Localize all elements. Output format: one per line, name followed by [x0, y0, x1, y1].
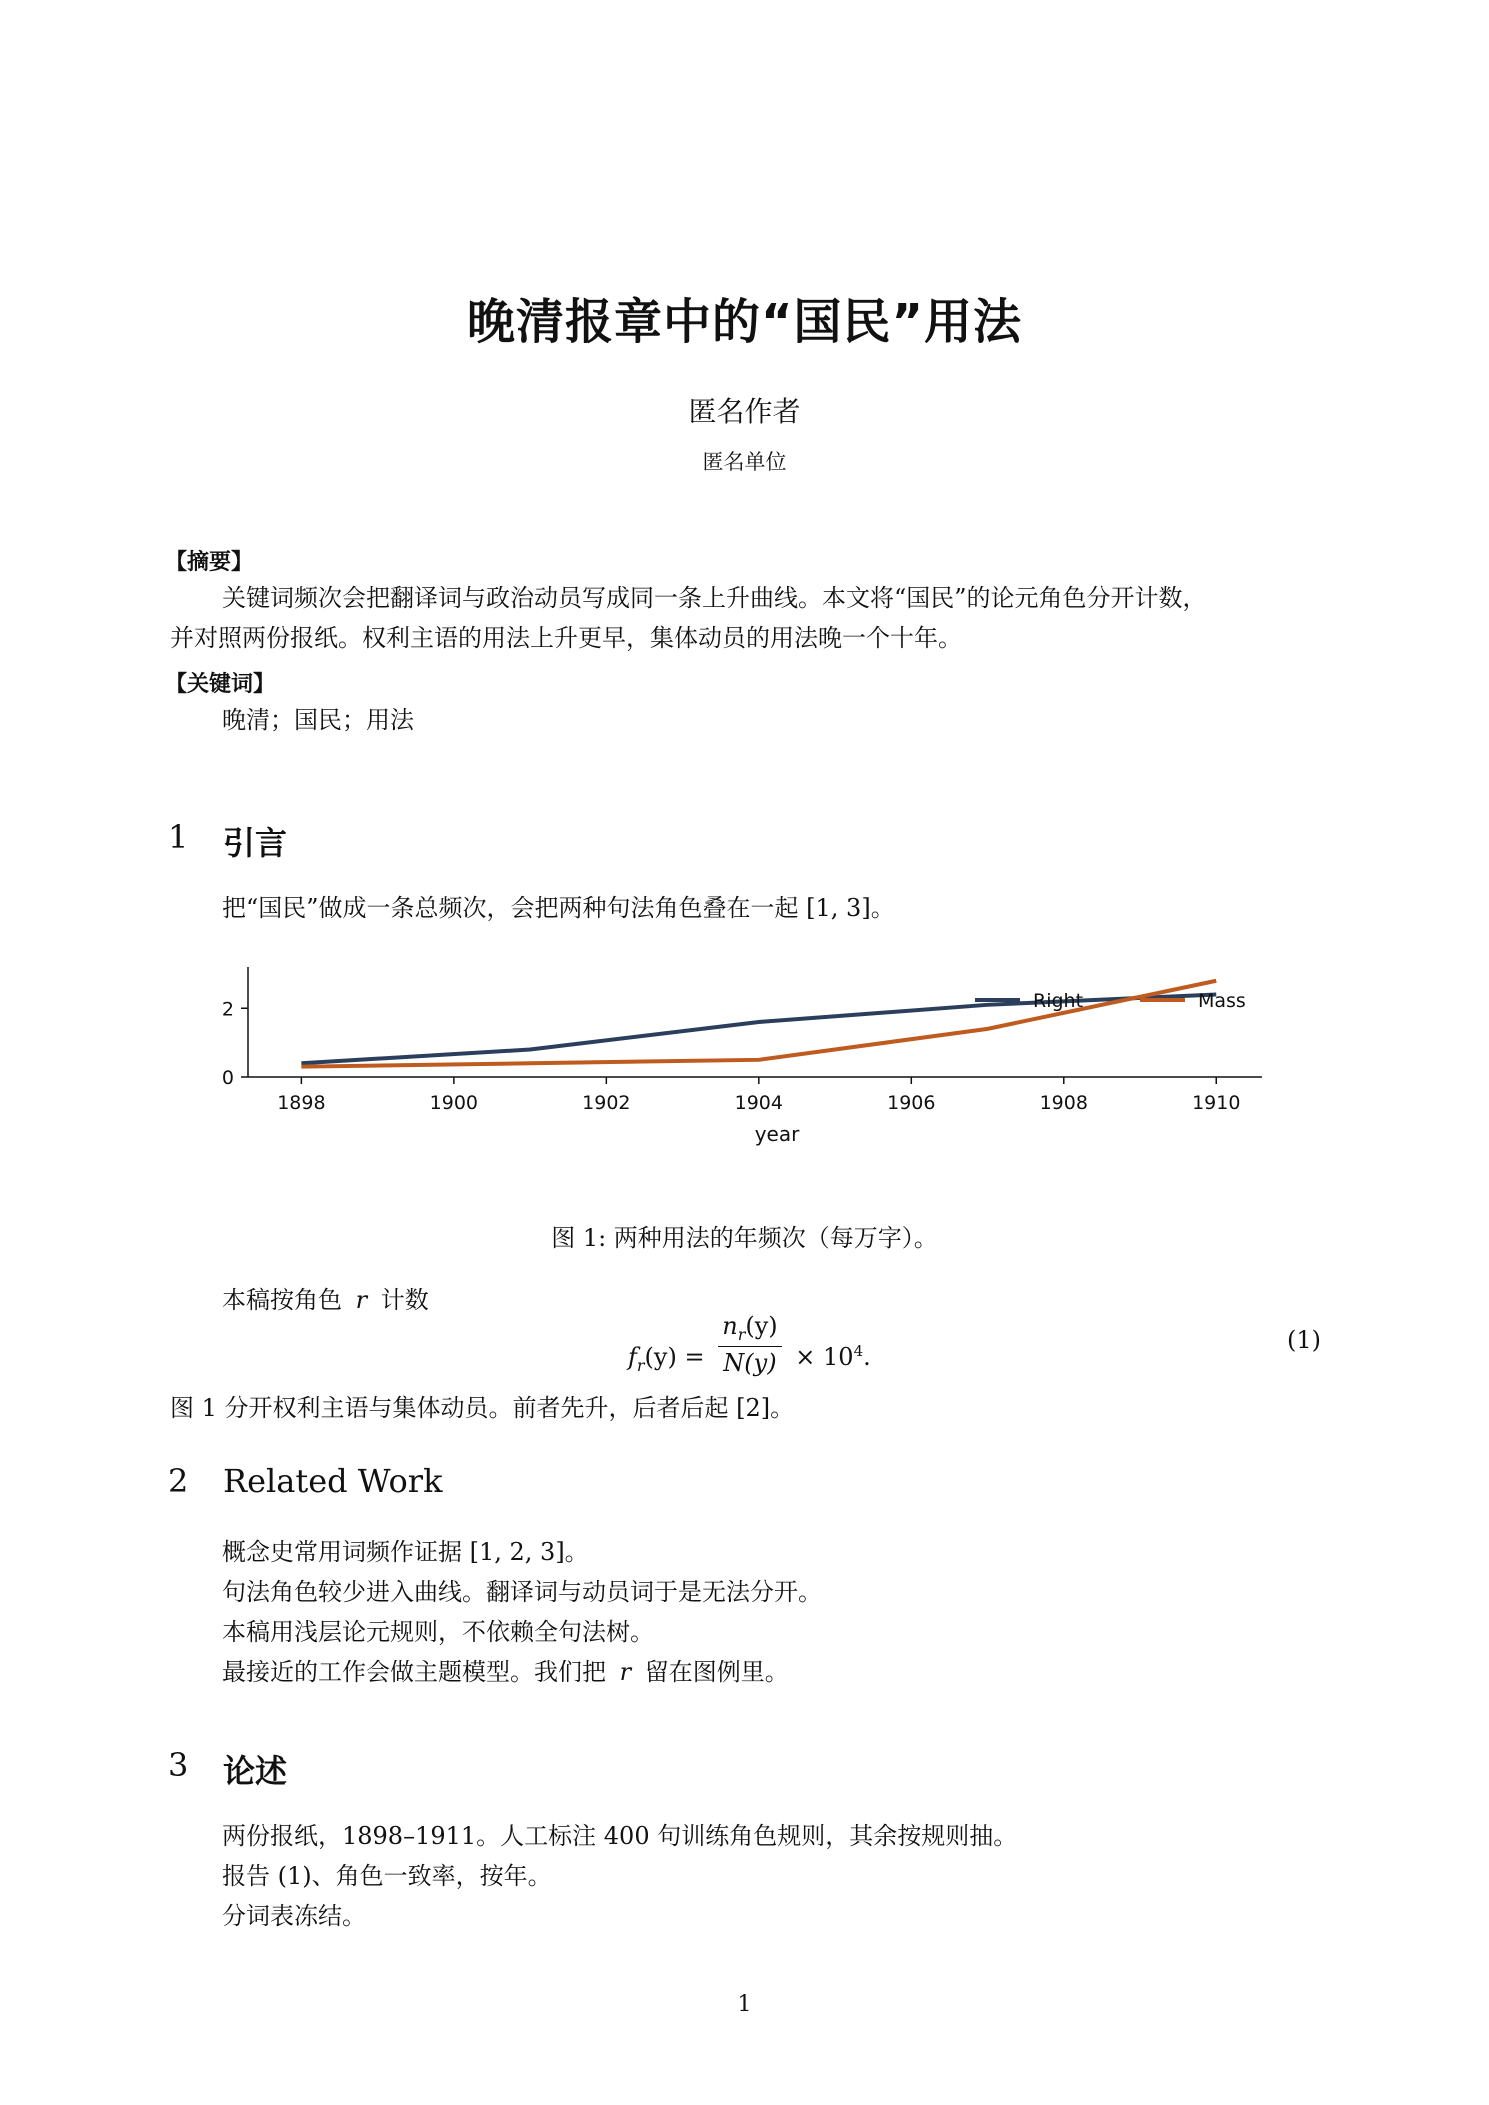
x-tick-label: 1910	[1192, 1092, 1241, 1114]
x-tick-label: 1898	[277, 1092, 326, 1114]
related-line-4-prefix: 最接近的工作会做主题模型。我们把	[222, 1658, 606, 1686]
paper-title: 晚清报章中的“国民”用法	[466, 294, 1023, 350]
legend-label-right: Right	[1033, 990, 1084, 1012]
page-number: 1	[737, 1992, 752, 2017]
x-tick-label: 1906	[887, 1092, 936, 1114]
section-title: 引言	[223, 824, 288, 862]
equation-body	[628, 1312, 871, 1377]
x-tick-label: 1902	[582, 1092, 631, 1114]
section-title: Related Work	[223, 1462, 443, 1500]
section-number: 2	[168, 1462, 189, 1500]
eq-multiplier: × $10^4$.	[795, 1341, 871, 1371]
role-variable: r	[355, 1286, 368, 1314]
eq-sub: r	[636, 1355, 645, 1375]
method-line-3: 分词表冻结。	[222, 1902, 366, 1930]
x-axis-label: year	[754, 1122, 800, 1146]
section-heading-2	[168, 1462, 768, 1506]
section-heading-1	[168, 818, 768, 862]
equation-number: (1)	[1287, 1326, 1321, 1354]
related-line-1: 概念史常用词频作证据 [1, 2, 3]。	[222, 1538, 589, 1566]
x-tick-label: 1900	[429, 1092, 479, 1114]
related-line-4-suffix: 留在图例里。	[644, 1658, 789, 1686]
related-line-3: 本稿用浅层论元规则，不依赖全句法树。	[222, 1618, 654, 1646]
count-text-suffix: 计数	[380, 1286, 429, 1314]
role-variable: r	[619, 1658, 632, 1686]
count-text-prefix: 本稿按角色	[222, 1286, 342, 1314]
abstract-label: 【摘要】	[165, 550, 254, 575]
eq-numerator: $n_r(y)$	[718, 1312, 781, 1347]
related-line-2: 句法角色较少进入曲线。翻译词与动员词于是无法分开。	[222, 1578, 822, 1606]
eq-fraction	[718, 1312, 781, 1377]
method-line-1: 两份报纸，1898–1911。人工标注 400 句训练角色规则，其余按规则抽。	[222, 1822, 1018, 1850]
x-tick-label: 1904	[734, 1092, 783, 1114]
section-title: 论述	[223, 1752, 288, 1790]
keywords-label: 【关键词】	[165, 672, 276, 697]
equation-1	[0, 1312, 1489, 1382]
abstract-line-2: 并对照两份报纸。权利主语的用法上升更早，集体动员的用法晚一个十年。	[170, 624, 962, 652]
usage-frequency-chart	[200, 955, 1300, 1175]
intro-paragraph: 把“国民”做成一条总频次，会把两种句法角色叠在一起 [1, 3]。	[222, 894, 895, 922]
y-tick-label: 0	[221, 1067, 234, 1089]
legend-label-mass: Mass	[1198, 990, 1246, 1012]
author-name: 匿名作者	[688, 395, 801, 428]
author-affiliation: 匿名单位	[702, 450, 787, 474]
eq-denominator: N(y)	[723, 1348, 777, 1377]
eq-arg: (y) =	[644, 1342, 705, 1371]
figure-reference-text: 图 1 分开权利主语与集体动员。前者先升，后者后起 [2]。	[170, 1394, 795, 1422]
abstract-line-1: 关键词频次会把翻译词与政治动员写成同一条上升曲线。本文将“国民”的论元角色分开计数，	[222, 584, 1207, 612]
section-heading-3	[168, 1746, 768, 1790]
keywords-text: 晚清；国民；用法	[222, 706, 414, 734]
y-tick-label: 2	[221, 998, 234, 1021]
method-line-2: 报告 (1)、角色一致率，按年。	[222, 1862, 552, 1890]
section-number: 1	[168, 818, 189, 856]
related-line-4	[222, 1652, 789, 1692]
x-tick-label: 1908	[1039, 1092, 1088, 1114]
eq-f: f	[628, 1342, 637, 1371]
section-number: 3	[168, 1746, 189, 1784]
figure-caption: 图 1: 两种用法的年频次（每万字）。	[551, 1224, 938, 1252]
